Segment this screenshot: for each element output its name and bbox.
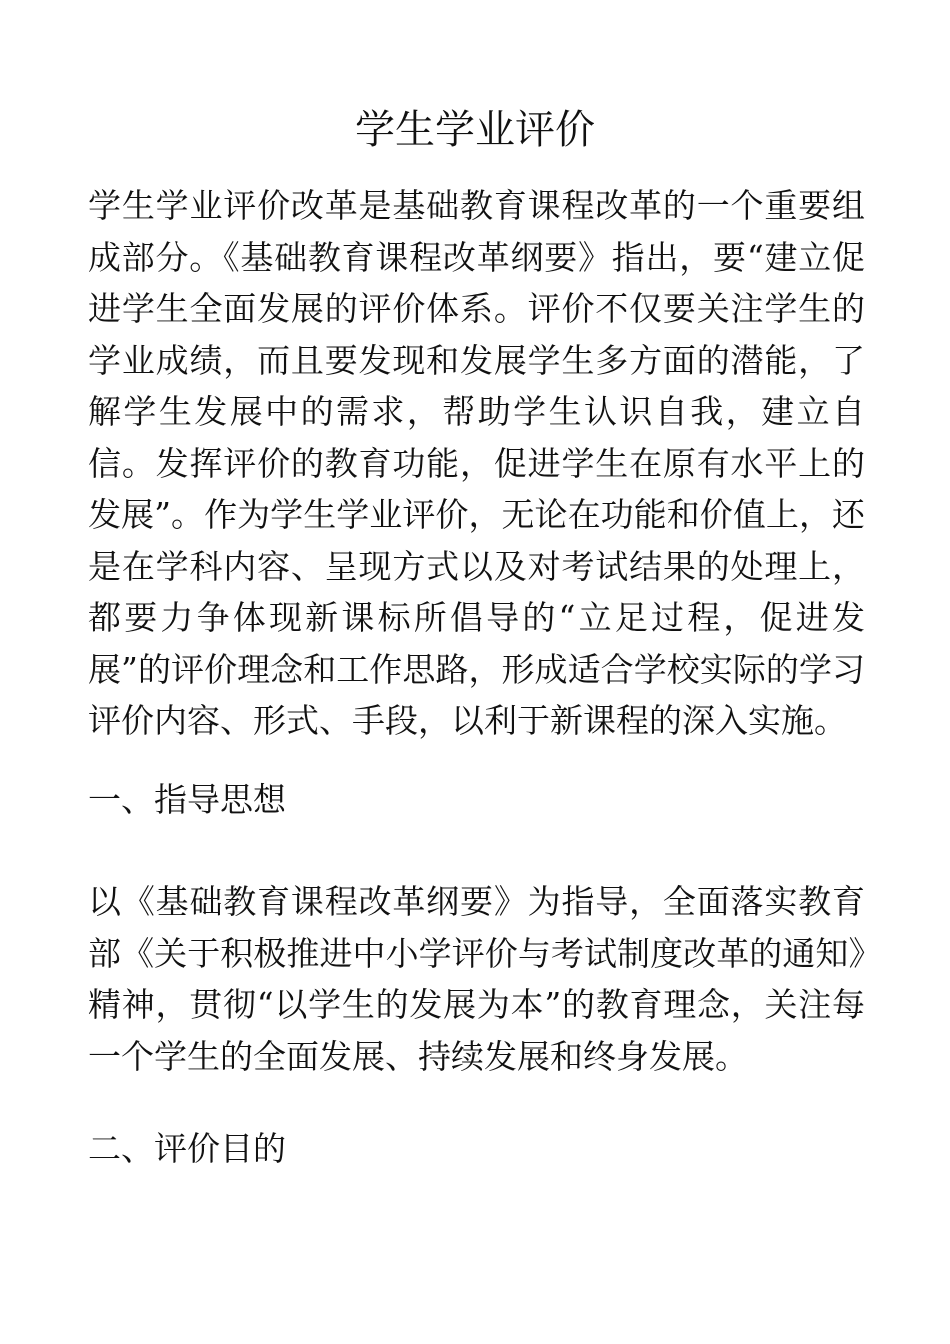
document-title: 学生学业评价: [355, 107, 595, 153]
intro-paragraph: 学生学业评价改革是基础教育课程改革的一个重要组成部分。《基础教育课程改革纲要》指出，要“建立促进学生全面发展的评价体系。评价不仅要关注学生的学业成绩，而且要发现和发展学生多方面的潜能，了解学生发展中的需求，帮助学生认识自我，建立自信。发挥评价的教育功能，促进学生在原有水平上的发展”。作为学生学业评价，无论在功能和价值上，还是在学科内容、呈现方式以及对考试结果的处理上，都要力争体现新课标所倡导的“立足过程，促进发展”的评价理念和工作思路，形成适合学校实际的学习评价内容、形式、手段，以利于新课程的深入实施。: [88, 186, 865, 740]
section-body-guiding-ideology: 以《基础教育课程改革纲要》为指导，全面落实教育部《关于积极推进中小学评价与考试制度改革的通知》精神，贯彻“以学生的发展为本”的教育理念，关注每一个学生的全面发展、持续发展和终身发展。: [88, 882, 865, 1076]
section-heading-evaluation-purpose: 二、评价目的: [88, 1129, 286, 1168]
section-heading-guiding-ideology: 一、指导思想: [88, 780, 286, 819]
